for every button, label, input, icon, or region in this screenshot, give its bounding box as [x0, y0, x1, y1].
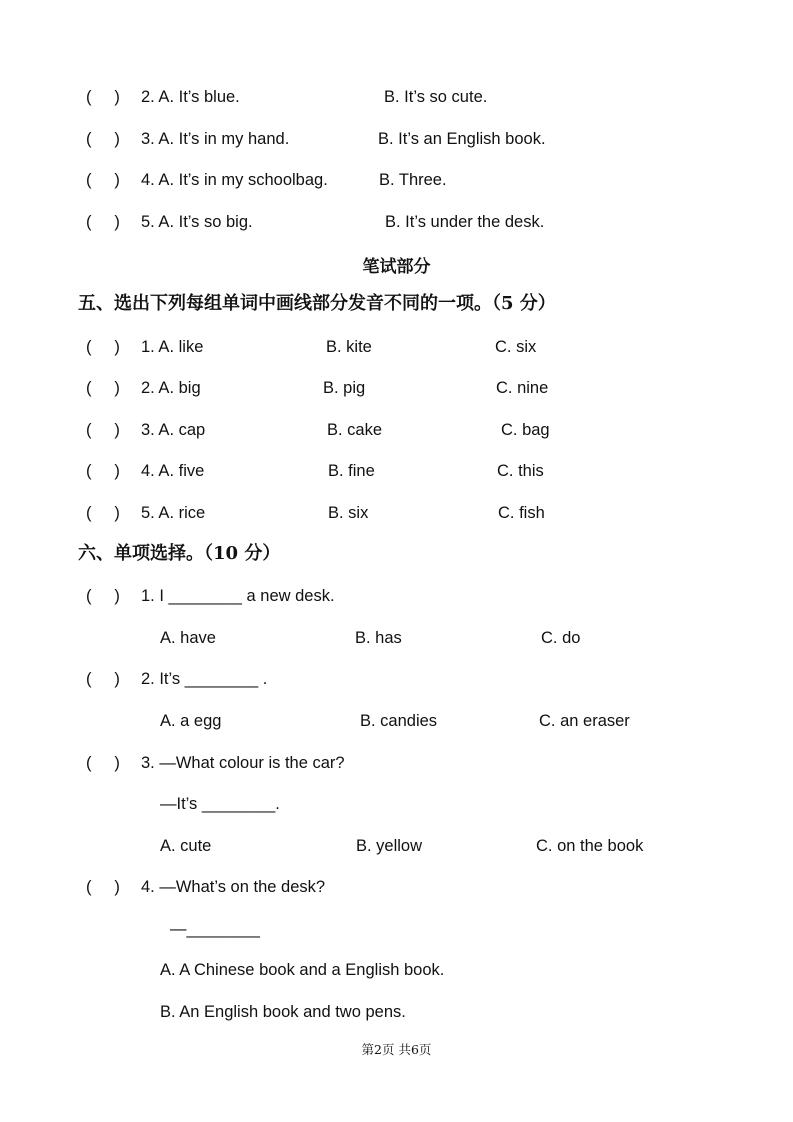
- question-option-a: 2. A. It’s blue.: [141, 88, 240, 106]
- phonics-option-a: 4. A. five: [141, 462, 205, 480]
- answer-paren[interactable]: ( ): [86, 754, 120, 772]
- phonics-option-c: C. bag: [501, 421, 550, 439]
- answer-paren[interactable]: ( ): [86, 587, 120, 605]
- answer-paren[interactable]: ( ): [86, 379, 120, 397]
- written-part-title: 笔试部分: [362, 257, 431, 277]
- choice-c: C. an eraser: [539, 712, 630, 730]
- question-stem: 4. —What’s on the desk?: [141, 878, 326, 896]
- phonics-option-a: 5. A. rice: [141, 504, 206, 522]
- choice-a: A. have: [160, 629, 216, 647]
- section6-heading: 六、单项选择。（10 分）: [78, 543, 281, 564]
- answer-paren[interactable]: ( ): [86, 670, 120, 688]
- choice-c: C. on the book: [536, 837, 644, 855]
- choice-b: B. has: [355, 629, 402, 647]
- phonics-option-b: B. pig: [323, 379, 366, 397]
- answer-paren[interactable]: ( ): [86, 130, 120, 148]
- choice-c: C. do: [541, 629, 581, 647]
- phonics-option-b: B. kite: [326, 338, 372, 356]
- answer-paren[interactable]: ( ): [86, 338, 120, 356]
- question-stem: 3. —What colour is the car?: [141, 754, 345, 772]
- answer-paren[interactable]: ( ): [86, 878, 120, 896]
- phonics-option-c: C. fish: [498, 504, 545, 522]
- answer-paren[interactable]: ( ): [86, 171, 120, 189]
- question-option-b: B. It’s an English book.: [378, 130, 546, 148]
- page-footer: 第2页 共6页: [361, 1042, 432, 1057]
- phonics-option-c: C. this: [497, 462, 544, 480]
- question-option-a: 3. A. It’s in my hand.: [141, 130, 290, 148]
- question-stem: 1. I ________ a new desk.: [141, 587, 335, 605]
- answer-paren[interactable]: ( ): [86, 462, 120, 480]
- choice-b: B. candies: [360, 712, 438, 730]
- answer-paren[interactable]: ( ): [86, 88, 120, 106]
- phonics-option-b: B. fine: [328, 462, 375, 480]
- choice-a: A. cute: [160, 837, 212, 855]
- phonics-option-b: B. six: [328, 504, 369, 522]
- choice-a: A. A Chinese book and a English book.: [160, 961, 445, 979]
- choice-a: A. a egg: [160, 712, 222, 730]
- question-option-a: 4. A. It’s in my schoolbag.: [141, 171, 328, 189]
- phonics-option-a: 2. A. big: [141, 379, 201, 397]
- phonics-option-a: 1. A. like: [141, 338, 204, 356]
- phonics-option-c: C. nine: [496, 379, 549, 397]
- section5-heading: 五、选出下列每组单词中画线部分发音不同的一项。（5 分）: [78, 293, 556, 314]
- question-stem: 2. It’s ________ .: [141, 670, 268, 688]
- answer-paren[interactable]: ( ): [86, 213, 120, 231]
- answer-paren[interactable]: ( ): [86, 421, 120, 439]
- answer-line: —________: [170, 920, 260, 938]
- question-option-b: B. Three.: [379, 171, 447, 189]
- answer-paren[interactable]: ( ): [86, 504, 120, 522]
- question-option-b: B. It’s so cute.: [384, 88, 488, 106]
- choice-b: B. An English book and two pens.: [160, 1003, 406, 1021]
- answer-line: —It’s ________.: [160, 795, 280, 813]
- question-option-a: 5. A. It’s so big.: [141, 213, 253, 231]
- phonics-option-b: B. cake: [327, 421, 383, 439]
- choice-b: B. yellow: [356, 837, 423, 855]
- question-option-b: B. It’s under the desk.: [385, 213, 545, 231]
- phonics-option-c: C. six: [495, 338, 537, 356]
- phonics-option-a: 3. A. cap: [141, 421, 206, 439]
